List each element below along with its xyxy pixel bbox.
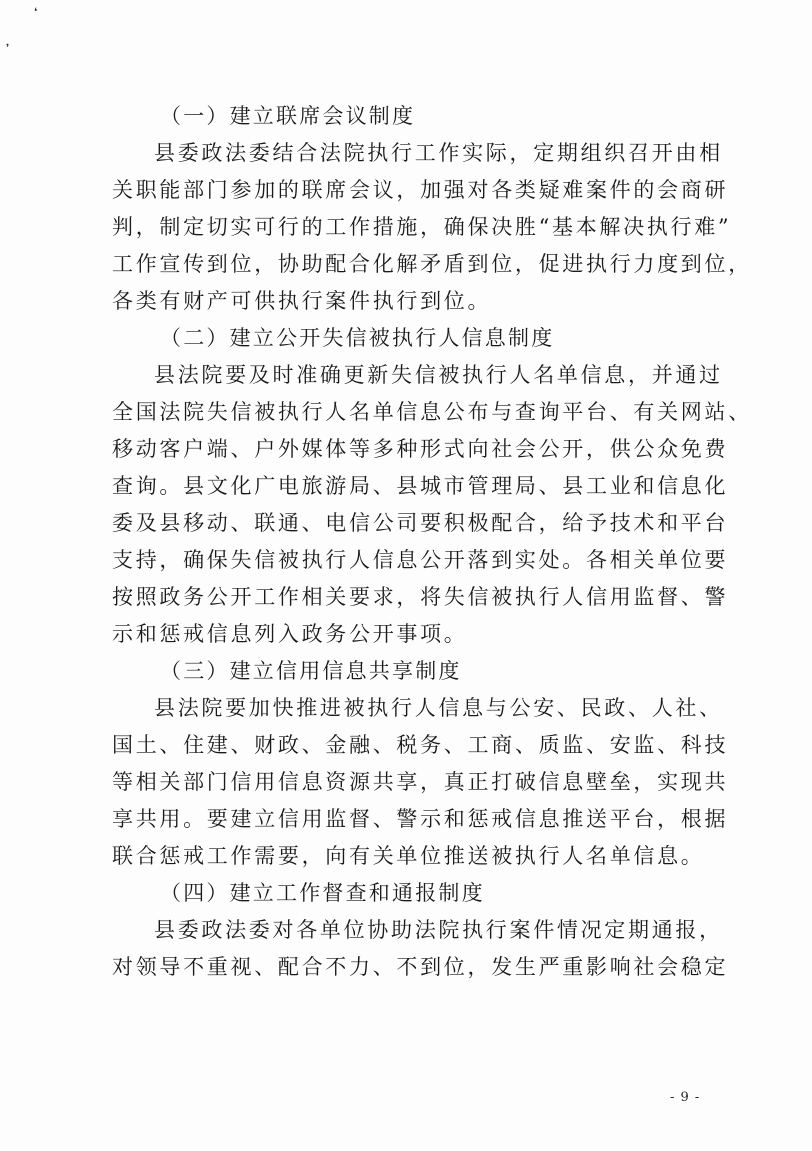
paragraph-line: 关职能部门参加的联席会议，加强对各类疑难案件的会商研 (112, 178, 729, 202)
paragraph-line: 委及县移动、联通、电信公司要积极配合，给予技术和平台 (112, 511, 729, 535)
paragraph-line: 县委政法委结合法院执行工作实际，定期组织召开由相 (154, 141, 723, 165)
scan-speck-icon: ❛ (34, 7, 38, 18)
paragraph-line: 示和惩戒信息列入政务公开事项。 (112, 622, 468, 646)
paragraph-line: 县委政法委对各单位协助法院执行案件情况定期通报， (154, 918, 723, 942)
section-heading: （一）建立联席会议制度 (160, 104, 416, 128)
paragraph-line: 县法院要及时准确更新失信被执行人名单信息，并通过 (154, 363, 723, 387)
section-heading: （三）建立信用信息共享制度 (160, 659, 462, 683)
paragraph-line: 等相关部门信用信息资源共享，真正打破信息壁垒，实现共 (112, 770, 729, 794)
paragraph-line: 按照政务公开工作相关要求，将失信被执行人信用监督、警 (112, 585, 729, 609)
paragraph-line: 县法院要加快推进被执行人信息与公安、民政、人社、 (154, 696, 723, 720)
paragraph-line: 移动客户端、户外媒体等多种形式向社会公开，供公众免费 (112, 437, 729, 461)
page-number: - 9 - (670, 1090, 701, 1105)
section-heading: （二）建立公开失信被执行人信息制度 (160, 326, 555, 350)
paragraph-line: 对领导不重视、配合不力、不到位，发生严重影响社会稳定 (112, 955, 729, 979)
paragraph-line: 工作宣传到位，协助配合化解矛盾到位，促进执行力度到位， (112, 252, 752, 276)
paragraph-line: 联合惩戒工作需要，向有关单位推送被执行人名单信息。 (112, 844, 705, 868)
section-heading: （四）建立工作督查和通报制度 (160, 881, 485, 905)
paragraph-line: 享共用。要建立信用监督、警示和惩戒信息推送平台，根据 (112, 807, 729, 831)
scan-speck-icon: ❜ (6, 43, 10, 54)
document-body (112, 98, 752, 986)
paragraph-line: 支持，确保失信被执行人信息公开落到实处。各相关单位要 (112, 548, 729, 572)
paragraph-line: 国土、住建、财政、金融、税务、工商、质监、安监、科技 (112, 733, 729, 757)
paragraph-line: 查询。县文化广电旅游局、县城市管理局、县工业和信息化 (112, 474, 729, 498)
paragraph-line: 全国法院失信被执行人名单信息公布与查询平台、有关网站、 (112, 400, 752, 424)
paragraph-line: 判，制定切实可行的工作措施，确保决胜“基本解决执行难” (112, 215, 732, 239)
paragraph-line: 各类有财产可供执行案件执行到位。 (112, 289, 492, 313)
